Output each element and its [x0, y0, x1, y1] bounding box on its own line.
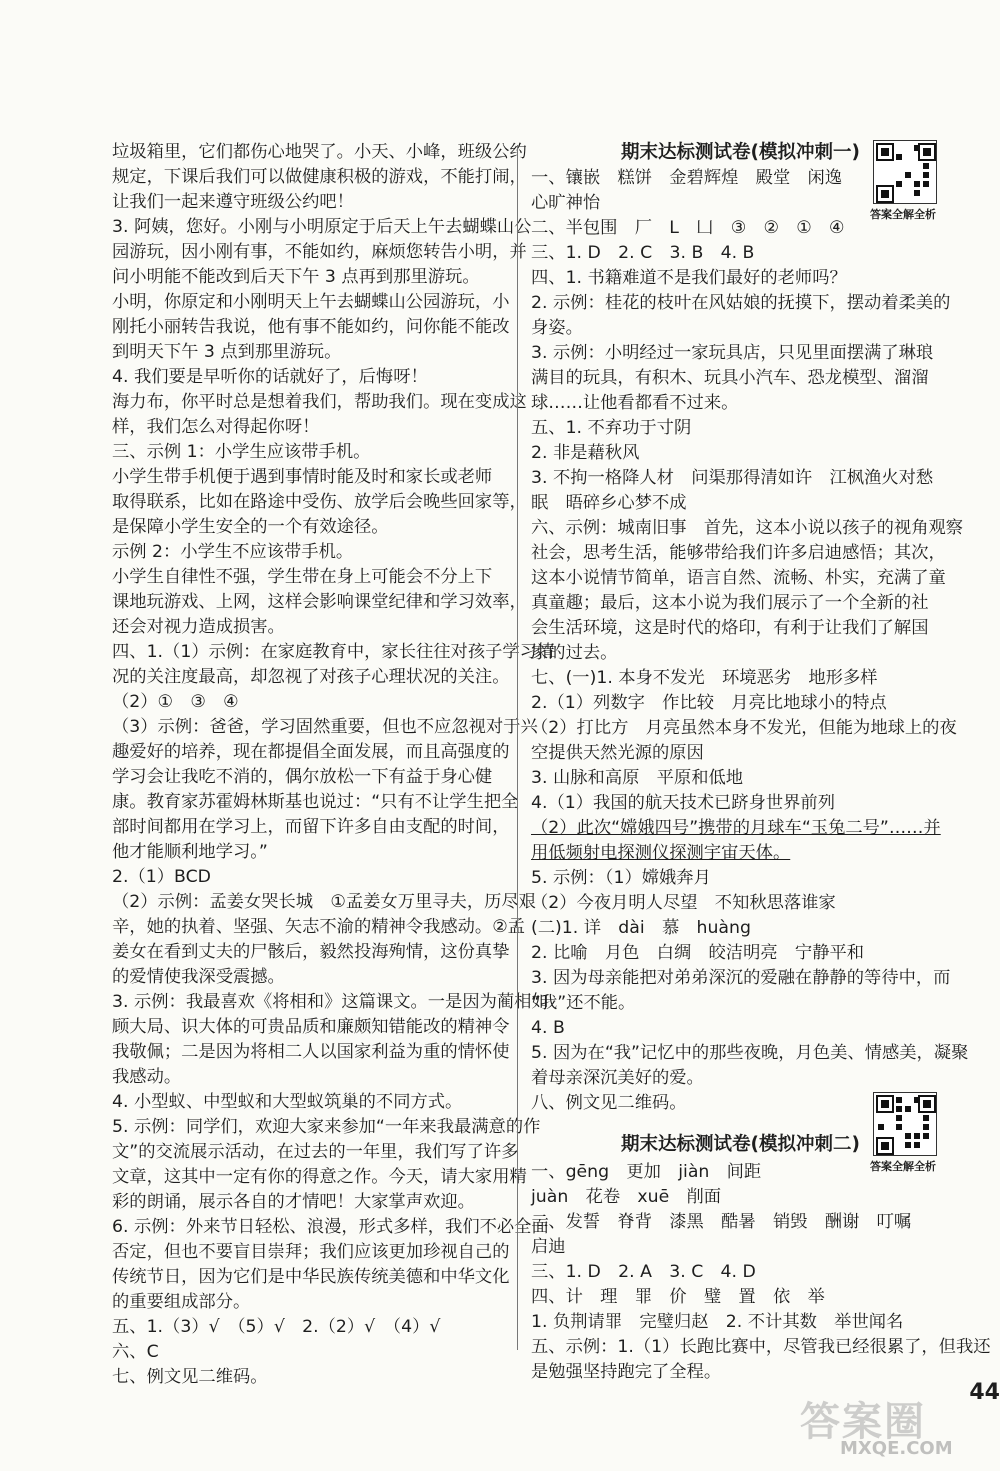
answer-line: 是勉强坚持跑完了全程。 [531, 1362, 722, 1382]
answer-line: 顾大局、识大体的可贵品质和廉颇知错能改的精神令 [112, 1017, 510, 1037]
answer-line: 着母亲深沉美好的爱。 [531, 1068, 704, 1088]
answer-line: 家的过去。 [531, 643, 618, 663]
answer-line: 趣爱好的培养，现在都提倡全面发展，而且高强度的 [112, 742, 510, 762]
answer-line: 五、1. 不弃功于寸阴 [531, 418, 692, 438]
answer-line: 2. 非是藉秋风 [531, 443, 640, 463]
answer-line: 示例 2：小学生不应该带手机。 [112, 542, 354, 562]
answer-line: (二)1. 详 dài 慕 huàng [531, 918, 751, 938]
watermark-logo: 答案圈 [800, 1399, 926, 1445]
answer-line: 三、示例 1：小学生应该带手机。 [112, 442, 371, 462]
answer-line: “我”还不能。 [531, 993, 636, 1013]
answer-line: 用低频射电探测仪探测宇宙天体。 [531, 843, 791, 863]
answer-line: （3）示例：爸爸，学习固然重要，但也不应忽视对于兴 [112, 717, 538, 737]
answer-line: 二、半包围 厂 L 凵 ③ ② ① ④ [531, 218, 845, 238]
answer-line: 的爱情使我深受震撼。 [112, 967, 285, 987]
answer-line: juàn 花卷 xuē 削面 [531, 1187, 722, 1207]
answer-line: 3. 山脉和高原 平原和低地 [531, 768, 744, 788]
answer-line: 这本小说情节简单，语言自然、流畅、朴实，充满了童 [531, 568, 946, 588]
answer-line: 刚托小丽转告我说，他有事不能如约，问你能不能改 [112, 317, 510, 337]
answer-line: 课地玩游戏、上网，这样会影响课堂纪律和学习效率， [112, 592, 527, 612]
answer-line: 4. 我们要是早听你的话就好了，后悔呀！ [112, 367, 428, 387]
answer-line: 2. 示例：桂花的枝叶在风姑娘的抚摸下，摆动着柔美的 [531, 293, 951, 313]
answer-line: 到明天下午 3 点到那里游玩。 [112, 342, 342, 362]
qr-caption: 答案全解全析 [870, 208, 936, 221]
qr-code-icon[interactable] [873, 140, 937, 204]
answer-line: 学习会让我吃不消的，偶尔放松一下有益于身心健 [112, 767, 493, 787]
answer-line: 五、1.（3）√ （5）√ 2.（2）√ （4）√ [112, 1317, 441, 1337]
answer-line: （2）① ③ ④ [112, 692, 239, 712]
answer-line: 空提供天然光源的原因 [531, 743, 704, 763]
answer-line: 社会，思考生活，能够带给我们许多启迪感悟；其次， [531, 543, 946, 563]
answer-line: 海力布，你平时总是想着我们，帮助我们。现在变成这 [112, 392, 527, 412]
answer-line: 还会对视力造成损害。 [112, 617, 285, 637]
answer-line: 6. 示例：外来节日轻松、浪漫，形式多样，我们不必全面 [112, 1217, 549, 1237]
answer-line: 文”的交流展示活动，在过去的一年里，我们写了许多 [112, 1142, 519, 1162]
answer-line: 六、C [112, 1342, 159, 1362]
answer-line: 四、计 理 罪 价 璧 置 依 举 [531, 1287, 825, 1307]
section-title-mock-2: 期末达标测试卷(模拟冲刺二) [621, 1134, 860, 1155]
answer-line: 姜女在看到丈夫的尸骸后，毅然投海殉情，这份真挚 [112, 942, 510, 962]
answer-line: 一、镶嵌 糕饼 金碧辉煌 殿堂 闲逸 [531, 168, 843, 188]
section-title-mock-1: 期末达标测试卷(模拟冲刺一) [621, 142, 860, 163]
answer-line: 八、例文见二维码。 [531, 1093, 687, 1113]
answer-line: 垃圾箱里，它们都伤心地哭了。小天、小峰，班级公约 [112, 142, 527, 162]
answer-line: 2.（1）BCD [112, 867, 211, 887]
answer-line: （2）打比方 月亮虽然本身不发光，但能为地球上的夜 [531, 718, 957, 738]
answer-line: 辛，她的执着、坚强、矢志不渝的精神令我感动。②孟 [112, 917, 525, 937]
answer-line: （2）示例：孟姜女哭长城 ①孟姜女万里寻夫，历尽艰 [112, 892, 536, 912]
answer-line: 满目的玩具，有积木、玩具小汽车、恐龙模型、溜溜 [531, 368, 929, 388]
answer-line: 况的关注度最高，却忽视了对孩子心理状况的关注。 [112, 667, 510, 687]
answer-line: 3. 阿姨，您好。小刚与小明原定于后天上午去蝴蝶山公 [112, 217, 532, 237]
answer-line: 四、1. 书籍难道不是我们最好的老师吗？ [531, 268, 847, 288]
answer-line: 眠 晤碎乡心梦不成 [531, 493, 687, 513]
answer-line: 七、例文见二维码。 [112, 1367, 268, 1387]
answer-line: 传统节日，因为它们是中华民族传统美德和中华文化 [112, 1267, 510, 1287]
answer-line: 4. 小型蚁、中型蚁和大型蚁筑巢的不同方式。 [112, 1092, 463, 1112]
answer-line: 小学生自律性不强，学生带在身上可能会不分上下 [112, 567, 493, 587]
answer-line: 小学生带手机便于遇到事情时能及时和家长或老师 [112, 467, 493, 487]
answer-line: 彩的朗诵，展示各自的才情吧！大家掌声欢迎。 [112, 1192, 475, 1212]
answer-line: 部时间都用在学习上，而留下许多自由支配的时间， [112, 817, 510, 837]
answer-line: 真童趣；最后，这本小说为我们展示了一个全新的社 [531, 593, 929, 613]
column-divider [517, 145, 518, 1350]
answer-line: 七、(一)1. 本身不发光 环境恶劣 地形多样 [531, 668, 878, 688]
answer-line: 是保障小学生安全的一个有效途径。 [112, 517, 389, 537]
answer-line: 4.（1）我国的航天技术已跻身世界前列 [531, 793, 835, 813]
answer-line: 否定，但也不要盲目崇拜；我们应该更加珍视自己的 [112, 1242, 510, 1262]
answer-line: 3. 示例：小明经过一家玩具店，只见里面摆满了琳琅 [531, 343, 934, 363]
qr-caption: 答案全解全析 [870, 1160, 936, 1173]
answer-line: 五、示例：1.（1）长跑比赛中，尽管我已经很累了，但我还 [531, 1337, 991, 1357]
answer-line: （2）此次“嫦娥四号”携带的月球车“玉兔二号”……并 [531, 818, 941, 838]
answer-line: 样，我们怎么对得起你呀！ [112, 417, 320, 437]
answer-line: 会生活环境，这是时代的烙印，有利于让我们了解国 [531, 618, 929, 638]
answer-line: 三、1. D 2. A 3. C 4. D [531, 1262, 756, 1282]
answer-line: 2.（1）列数字 作比较 月亮比地球小的特点 [531, 693, 887, 713]
answer-line: 小明，你原定和小刚明天上午去蝴蝶山公园游玩，小 [112, 292, 510, 312]
answer-line: （2）今夜月明人尽望 不知秋思落谁家 [531, 893, 836, 913]
answer-line: 我敬佩；二是因为将相二人以国家利益为重的情怀使 [112, 1042, 510, 1062]
answer-line: 园游玩，因小刚有事，不能如约，麻烦您转告小明，并 [112, 242, 527, 262]
answer-line: 启迪 [531, 1237, 566, 1257]
answer-line: 1. 负荆请罪 完璧归赵 2. 不计其数 举世闻名 [531, 1312, 904, 1332]
qr-code-icon[interactable] [873, 1092, 937, 1156]
answer-line: 让我们一起来遵守班级公约吧！ [112, 192, 354, 212]
answer-line: 3. 因为母亲能把对弟弟深沉的爱融在静静的等待中，而 [531, 968, 951, 988]
answer-line: 取得联系，比如在路途中受伤、放学后会晚些回家等， [112, 492, 527, 512]
answer-line: 他才能顺利地学习。” [112, 842, 268, 862]
answer-line: 球……让他看都看不过来。 [531, 393, 739, 413]
answer-line: 我感动。 [112, 1067, 182, 1087]
answer-line: 规定，下课后我们可以做健康积极的游戏，不能打闹， [112, 167, 527, 187]
answer-line: 二、发誓 脊背 漆黑 酷暑 销毁 酬谢 叮嘱 [531, 1212, 912, 1232]
page-number: 44 [969, 1380, 1000, 1405]
answer-line: 六、示例：城南旧事 首先，这本小说以孩子的视角观察 [531, 518, 964, 538]
answer-line: 心旷神怡 [531, 193, 601, 213]
answer-line: 康。教育家苏霍姆林斯基也说过：“只有不让学生把全 [112, 792, 519, 812]
answer-line: 4. B [531, 1018, 565, 1038]
answer-line: 三、1. D 2. C 3. B 4. B [531, 243, 755, 263]
watermark-site: MXQE.COM [840, 1438, 953, 1459]
answer-line: 5. 因为在“我”记忆中的那些夜晚，月色美、情感美，凝聚 [531, 1043, 969, 1063]
answer-line: 2. 比喻 月色 白绸 皎洁明亮 宁静平和 [531, 943, 865, 963]
answer-line: 问小明能不能改到后天下午 3 点再到那里游玩。 [112, 267, 480, 287]
answer-line: 5. 示例：同学们，欢迎大家来参加“一年来我最满意的作 [112, 1117, 541, 1137]
answer-line: 四、1.（1）示例：在家庭教育中，家长往往对孩子学习情 [112, 642, 555, 662]
answer-line: 3. 不拘一格降人材 问渠那得清如许 江枫渔火对愁 [531, 468, 934, 488]
answer-line: 3. 示例：我最喜欢《将相和》这篇课文。一是因为蔺相如 [112, 992, 549, 1012]
answer-line: 5. 示例：（1）嫦娥奔月 [531, 868, 711, 888]
answer-line: 文章，这其中一定有你的得意之作。今天，请大家用精 [112, 1167, 527, 1187]
answer-line: 一、gēng 更加 jiàn 间距 [531, 1162, 762, 1182]
answer-line: 身姿。 [531, 318, 583, 338]
answer-line: 的重要组成部分。 [112, 1292, 251, 1312]
